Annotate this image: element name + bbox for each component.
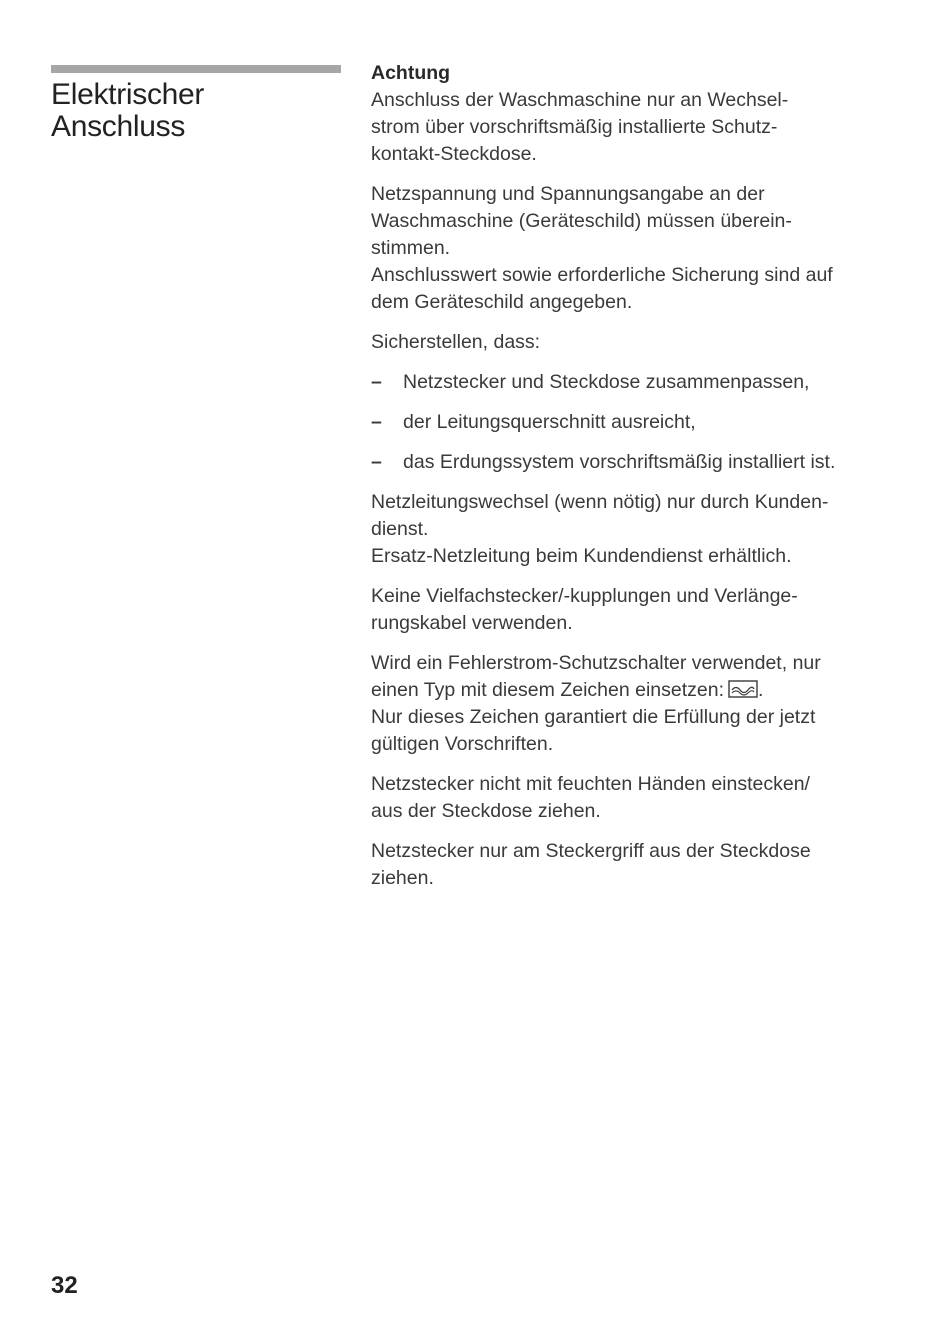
section-title (51, 79, 351, 143)
no-adapters-paragraph (371, 583, 901, 637)
list-item-text: das Erdungssystem vorschriftsmäßig installiert ist. (403, 451, 836, 473)
cable-change-line: Ersatz-Netzleitung beim Kundendienst erhältlich. (371, 545, 792, 567)
wet-hands-paragraph (371, 771, 901, 825)
no-adapters-line: Keine Vielfachstecker/-kupplungen und Verlänge- (371, 585, 798, 607)
rcd-line: gültigen Vorschriften. (371, 733, 554, 755)
list-item (371, 409, 901, 436)
bullet-dash: – (371, 411, 382, 433)
list-item (371, 449, 901, 476)
cable-change-paragraph (371, 489, 901, 570)
section-title-line-2: Anschluss (51, 110, 186, 143)
rcd-marking-icon (728, 680, 758, 698)
rcd-line-text: einen Typ mit diesem Zeichen einsetzen: (371, 679, 724, 701)
warning-block (371, 60, 901, 168)
section-title-line-1: Elektrischer (51, 78, 205, 111)
pull-plug-line: ziehen. (371, 867, 434, 889)
warning-heading: Achtung (371, 62, 451, 84)
rcd-line-end: . (758, 679, 764, 701)
voltage-line: dem Geräteschild angegeben. (371, 291, 633, 313)
voltage-line: Waschmaschine (Geräteschild) müssen überein- (371, 210, 792, 232)
voltage-line: stimmen. (371, 237, 451, 259)
rcd-line: Wird ein Fehlerstrom-Schutzschalter verwendet, nur (371, 652, 821, 674)
section-title-bar (51, 65, 341, 73)
list-item (371, 369, 901, 396)
cable-change-line: Netzleitungswechsel (wenn nötig) nur durch Kunden- (371, 491, 829, 513)
no-adapters-line: rungskabel verwenden. (371, 612, 573, 634)
ensure-intro: Sicherstellen, dass: (371, 331, 541, 353)
cable-change-line: dienst. (371, 518, 429, 540)
list-item-text: Netzstecker und Steckdose zusammenpassen, (403, 371, 810, 393)
voltage-line: Netzspannung und Spannungsangabe an der (371, 183, 765, 205)
rcd-paragraph (371, 650, 901, 758)
pull-plug-line: Netzstecker nur am Steckergriff aus der Steckdose (371, 840, 811, 862)
wet-hands-line: Netzstecker nicht mit feuchten Händen einstecken/ (371, 773, 810, 795)
bullet-dash: – (371, 371, 382, 393)
warning-line: strom über vorschriftsmäßig installierte Schutz- (371, 116, 778, 138)
rcd-line: Nur dieses Zeichen garantiert die Erfüllung der jetzt (371, 706, 816, 728)
warning-line: kontakt-Steckdose. (371, 143, 537, 165)
wet-hands-line: aus der Steckdose ziehen. (371, 800, 601, 822)
pull-plug-paragraph (371, 838, 901, 892)
voltage-paragraph (371, 181, 901, 316)
bullet-dash: – (371, 451, 382, 473)
ensure-list (371, 369, 901, 476)
list-item-text: der Leitungsquerschnitt ausreicht, (403, 411, 696, 433)
voltage-line: Anschlusswert sowie erforderliche Sicherung sind auf (371, 264, 833, 286)
warning-line: Anschluss der Waschmaschine nur an Wechsel- (371, 89, 789, 111)
content-column (371, 60, 901, 905)
page-number: 32 (51, 1272, 78, 1299)
rcd-line (371, 677, 901, 704)
